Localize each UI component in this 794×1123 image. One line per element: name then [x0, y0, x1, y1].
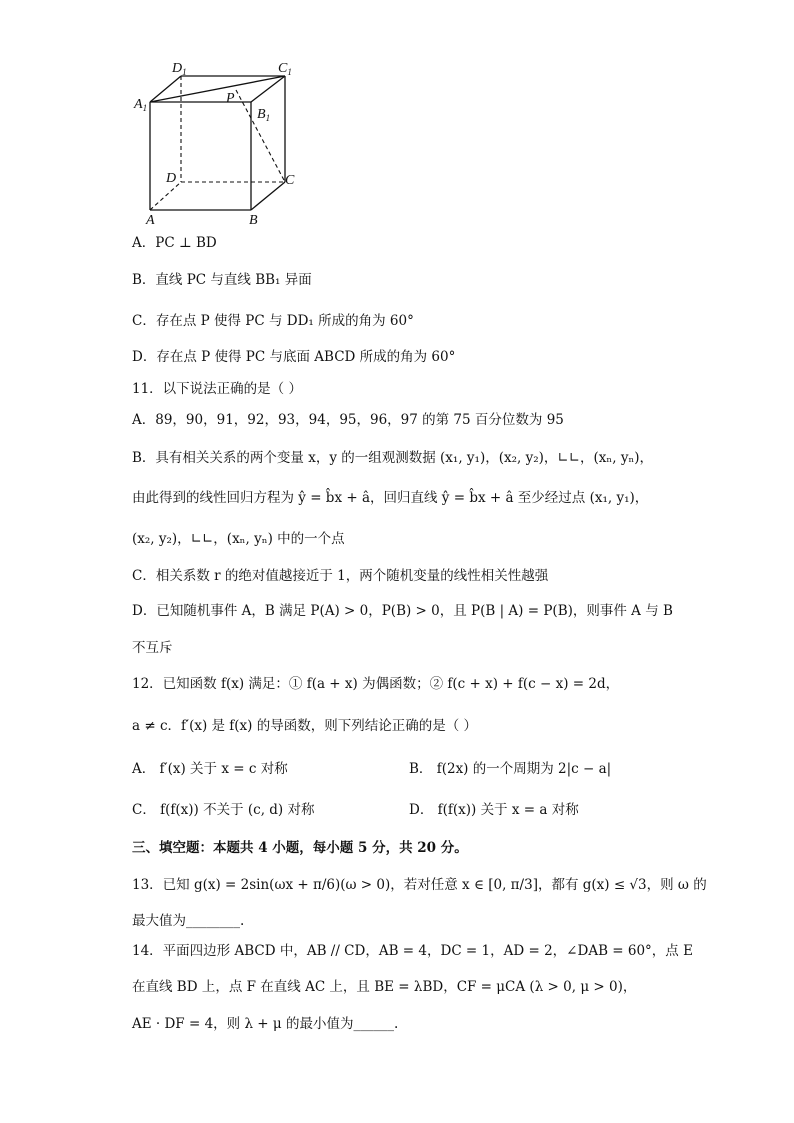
q11-option-d-line2: 不互斥	[132, 640, 173, 656]
label-C: C	[285, 173, 295, 188]
label-D: D	[166, 171, 177, 186]
label-A: A	[146, 213, 155, 228]
edge-BC	[251, 182, 285, 210]
label-B: B	[249, 213, 258, 228]
q10-option-d: D．存在点 P 使得 PC 与底面 ABCD 所成的角为 60°	[132, 349, 456, 365]
section-heading-fill-in: 三、填空题：本题共 4 小题，每小题 5 分，共 20 分。	[132, 840, 468, 856]
q11-option-c: C．相关系数 r 的绝对值越接近于 1，两个随机变量的线性相关性越强	[132, 568, 549, 584]
label-A1: $A_1$	[134, 97, 148, 113]
segment-PC	[236, 90, 285, 182]
label-C1: $C_1$	[278, 61, 292, 77]
q12-option-a: A． f′(x) 关于 x = c 对称	[132, 761, 288, 777]
label-P: P	[226, 91, 235, 106]
q14-line2: 在直线 BD 上，点 F 在直线 AC 上，且 BE = λBD，CF = μCA (λ > 0, μ > 0)，	[132, 979, 637, 995]
q10-option-c: C．存在点 P 使得 PC 与 DD₁ 所成的角为 60°	[132, 313, 414, 329]
q14-line1: 14．平面四边形 ABCD 中，AB // CD，AB = 4，DC = 1，AD = 2，∠DAB = 60°，点 E	[132, 943, 693, 959]
q14-line3: AE · DF = 4，则 λ + μ 的最小值为______.	[132, 1016, 399, 1032]
q13-line1: 13．已知 g(x) = 2sin(ωx + π/6)(ω > 0)，若对任意 x ∈ [0, π/3]，都有 g(x) ≤ √3，则 ω 的	[132, 877, 707, 893]
q11-stem: 11．以下说法正确的是（ ）	[132, 381, 302, 397]
q10-option-b: B．直线 PC 与直线 BB₁ 异面	[132, 272, 312, 288]
q11-option-b-line3: (x₂, y₂)，∟∟，(xₙ, yₙ) 中的一个点	[132, 531, 345, 547]
segment-A1C1	[150, 76, 285, 102]
q11-option-a: A．89，90，91，92，93，94，95，96，97 的第 75 百分位数为 95	[132, 412, 564, 428]
edge-AD	[150, 182, 181, 210]
q12-option-c: C． f(f(x)) 不关于 (c, d) 对称	[132, 802, 315, 818]
cube-figure	[128, 60, 328, 230]
label-B1: $B_1$	[257, 107, 271, 123]
q11-option-d-line1: D．已知随机事件 A，B 满足 P(A) > 0，P(B) > 0，且 P(B | A) = P(B)，则事件 A 与 B	[132, 603, 673, 619]
q11-option-b-line2: 由此得到的线性回归方程为 ŷ = b̂x + â，回归直线 ŷ = b̂x + â 至少经过点 (x₁, y₁)，	[132, 490, 649, 506]
label-D1: $D_1$	[172, 61, 187, 77]
q12-option-b: B． f(2x) 的一个周期为 2|c − a|	[409, 761, 612, 777]
q12-option-d: D． f(f(x)) 关于 x = a 对称	[409, 802, 579, 818]
q13-line2: 最大值为________.	[132, 913, 245, 929]
q11-option-b-line1: B．具有相关关系的两个变量 x，y 的一组观测数据 (x₁, y₁)，(x₂, y₂)，∟∟，(xₙ, yₙ)，	[132, 450, 654, 466]
edge-A1D1	[150, 76, 181, 102]
q12-stem-line1: 12．已知函数 f(x) 满足：① f(a + x) 为偶函数；② f(c + x) + f(c − x) = 2d，	[132, 676, 620, 692]
q10-option-a: A．PC ⊥ BD	[132, 235, 217, 251]
q12-stem-line2: a ≠ c．f′(x) 是 f(x) 的导函数，则下列结论正确的是（ ）	[132, 718, 478, 734]
